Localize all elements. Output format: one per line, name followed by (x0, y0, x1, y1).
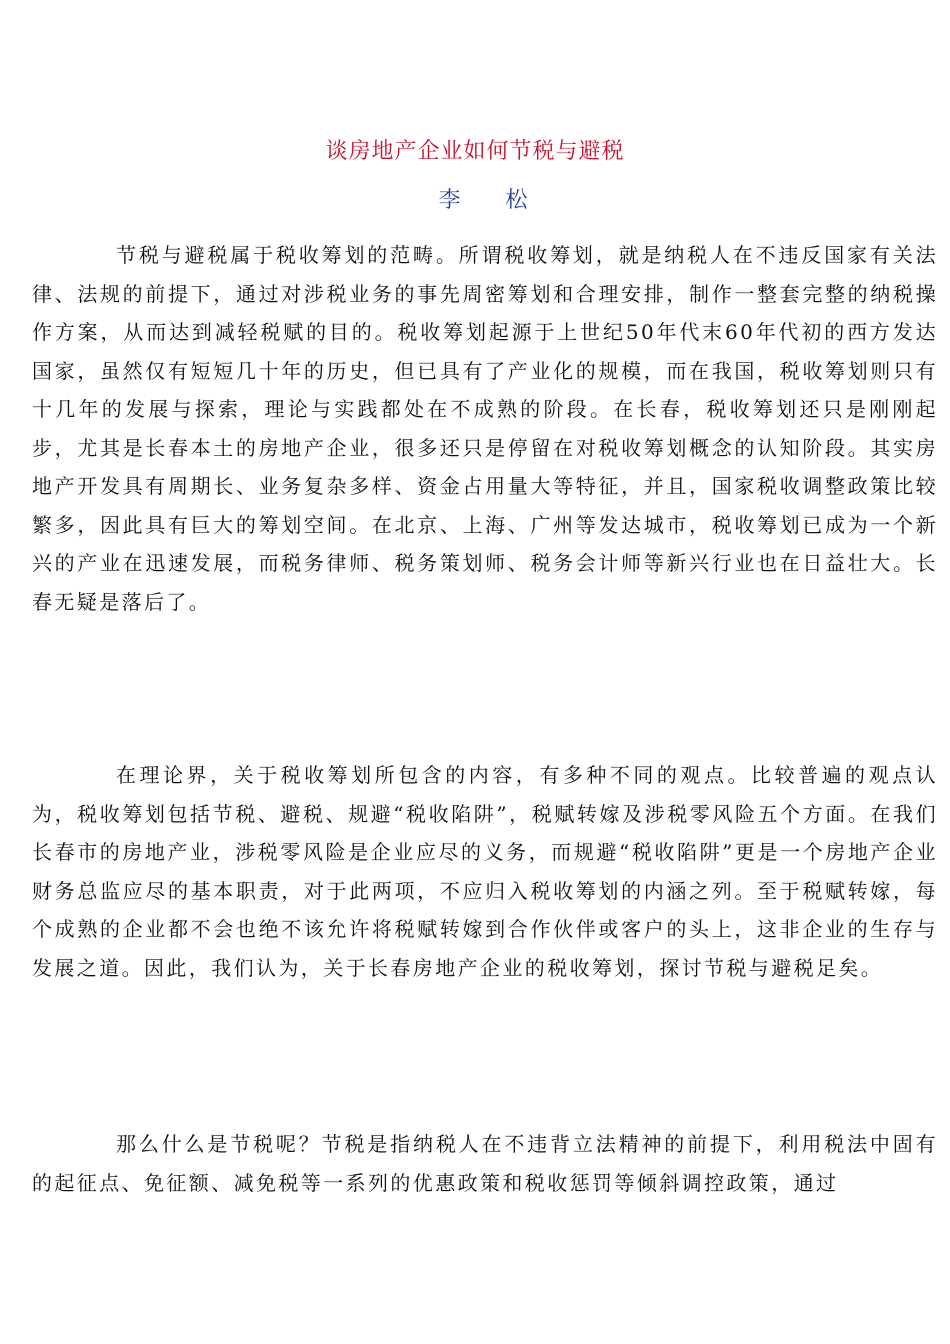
author-name: 李 松 (438, 188, 528, 213)
paragraph-3: 那么什么是节税呢？节税是指纳税人在不违背立法精神的前提下，利用税法中固有的起征点、免征额、减免税等一系列的优惠政策和税收惩罚等倾斜调控政策，通过 (32, 1132, 938, 1195)
paragraph-2: 在理论界，关于税收筹划所包含的内容，有多种不同的观点。比较普遍的观点认为，税收筹划包括节税、避税、规避“税收陷阱”，税赋转嫁及涉税零风险五个方面。在我们长春市的房地产业，涉税零风险是企业应尽的义务，而规避“税收陷阱”更是一个房地产企业财务总监应尽的基本职责，对于此两项，不应归入税收筹划的内涵之列。至于税赋转嫁，每个成熟的企业都不会也绝不该允许将税赋转嫁到合作伙伴或客户的头上，这非企业的生存与发展之道。因此，我们认为，关于长春房地产企业的税收筹划，探讨节税与避税足矣。 (32, 763, 938, 980)
paragraph-1: 节税与避税属于税收筹划的范畴。所谓税收筹划，就是纳税人在不违反国家有关法律、法规的前提下，通过对涉税业务的事先周密筹划和合理安排，制作一整套完整的纳税操作方案，从而达到减轻税赋的目的。税收筹划起源于上世纪50年代末60年代初的西方发达国家，虽然仅有短短几十年的历史，但已具有了产业化的规模，而在我国，税收筹划则只有十几年的发展与探索，理论与实践都处在不成熟的阶段。在长春，税收筹划还只是刚刚起步，尤其是长春本土的房地产企业，很多还只是停留在对税收筹划概念的认知阶段。其实房地产开发具有周期长、业务复杂多样、资金占用量大等特征，并且，国家税收调整政策比较繁多，因此具有巨大的筹划空间。在北京、上海、广州等发达城市，税收筹划已成为一个新兴的产业在迅速发展，而税务律师、税务策划师、税务会计师等新兴行业也在日益壮大。长春无疑是落后了。 (32, 243, 938, 614)
document-title: 谈房地产企业如何节税与避税 (325, 139, 625, 164)
